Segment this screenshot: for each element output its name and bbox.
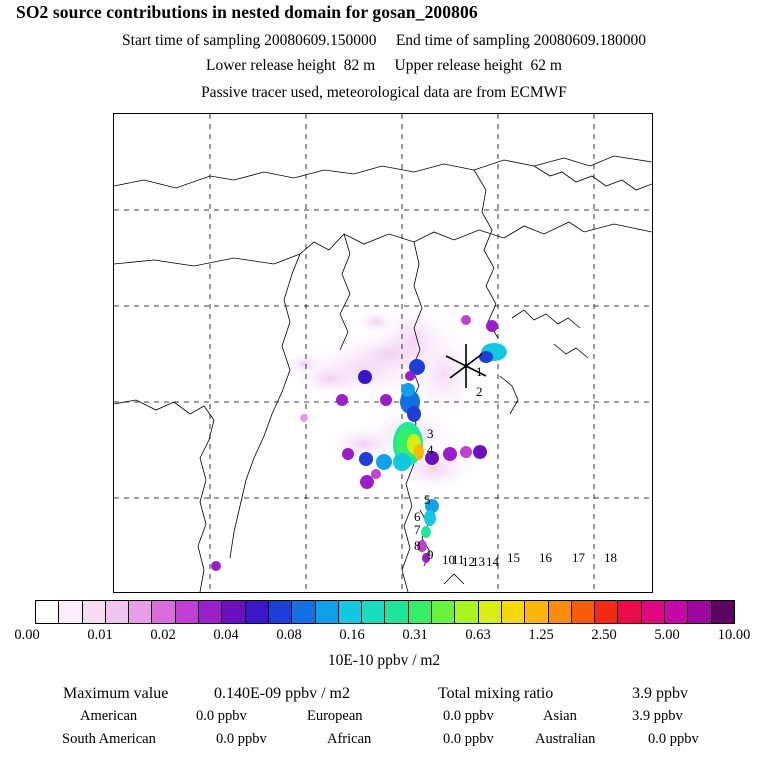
svg-text:5: 5 [424, 492, 431, 507]
svg-text:8: 8 [414, 538, 421, 553]
colorbar-swatch [83, 601, 106, 623]
asian-value: 3.9 ppbv [632, 708, 683, 724]
colorbar-tick: 0.02 [150, 627, 176, 643]
colorbar-swatch [362, 601, 385, 623]
colorbar-tick: 10.00 [717, 627, 751, 643]
end-time-label: End time of sampling [395, 32, 530, 49]
summary-footer [0, 685, 768, 754]
american-value: 0.0 ppbv [196, 708, 247, 724]
svg-text:12: 12 [462, 554, 475, 569]
colorbar-swatch [176, 601, 199, 623]
colorbar-swatch [455, 601, 478, 623]
colorbar-swatch [479, 601, 502, 623]
colorbar-swatch [525, 601, 548, 623]
lower-release-value: 82 m [343, 57, 376, 74]
svg-text:15: 15 [507, 550, 520, 565]
svg-text:4: 4 [427, 442, 434, 457]
start-time-value: 20080609.150000 [264, 32, 377, 49]
lower-release-label: Lower release height [206, 57, 336, 74]
colorbar-swatch [665, 601, 688, 623]
svg-text:3: 3 [427, 426, 434, 441]
colorbar-swatch [409, 601, 432, 623]
summary-row-main [0, 685, 768, 708]
colorbar-tick: 0.31 [402, 627, 428, 643]
south-american-label: South American [62, 731, 156, 747]
european-label: European [307, 708, 363, 724]
colorbar-tick: 0.04 [213, 627, 239, 643]
svg-text:13: 13 [472, 554, 485, 569]
colorbar-swatch [106, 601, 129, 623]
colorbar-swatch [618, 601, 641, 623]
european-value: 0.0 ppbv [443, 708, 494, 724]
colorbar-tick-labels [0, 627, 768, 643]
colorbar-swatch [432, 601, 455, 623]
svg-text:11: 11 [452, 552, 465, 567]
colorbar-swatch [549, 601, 572, 623]
svg-text:18: 18 [604, 550, 617, 565]
colorbar-tick: 5.00 [654, 627, 680, 643]
colorbar-swatch [246, 601, 269, 623]
colorbar-swatch [385, 601, 408, 623]
colorbar-swatch [292, 601, 315, 623]
summary-row-1 [0, 708, 768, 731]
colorbar-swatch [339, 601, 362, 623]
release-height-line [0, 57, 768, 75]
colorbar-swatch [59, 601, 82, 623]
asian-label: Asian [543, 708, 577, 724]
colorbar-swatch [199, 601, 222, 623]
map-panel [113, 113, 653, 593]
colorbar-swatch [712, 601, 734, 623]
colorbar-tick: 0.01 [87, 627, 113, 643]
svg-text:10: 10 [442, 552, 455, 567]
upper-release-label: Upper release height [394, 57, 523, 74]
max-value-value: 0.140E-09 ppbv / m2 [214, 685, 350, 702]
end-time-value: 20080609.180000 [533, 32, 646, 49]
svg-text:9: 9 [427, 547, 434, 562]
svg-text:7: 7 [414, 522, 421, 537]
total-mixing-value: 3.9 ppbv [632, 685, 688, 702]
sampling-time-line [0, 32, 768, 50]
svg-text:6: 6 [414, 509, 421, 524]
summary-row-2 [0, 731, 768, 754]
colorbar-swatch [129, 601, 152, 623]
african-value: 0.0 ppbv [443, 731, 494, 747]
colorbar-tick: 1.25 [528, 627, 554, 643]
south-american-value: 0.0 ppbv [216, 731, 267, 747]
australian-value: 0.0 ppbv [648, 731, 699, 747]
colorbar-swatch [688, 601, 711, 623]
colorbar-swatch [642, 601, 665, 623]
australian-label: Australian [535, 731, 596, 747]
colorbar-swatch [269, 601, 292, 623]
page-title: SO2 source contributions in nested domain for gosan_200806 [16, 2, 478, 22]
svg-text:16: 16 [539, 550, 552, 565]
colorbar-unit-label: 10E-10 ppbv / m2 [327, 652, 441, 669]
colorbar-tick: 0.00 [14, 627, 40, 643]
svg-text:1: 1 [476, 364, 483, 379]
african-label: African [327, 731, 372, 747]
colorbar-swatch [572, 601, 595, 623]
colorbar-swatch [502, 601, 525, 623]
upper-release-value: 62 m [530, 57, 562, 74]
american-label: American [80, 708, 138, 724]
colorbar-tick: 0.08 [276, 627, 302, 643]
colorbar-tick: 0.63 [465, 627, 491, 643]
colorbar-swatch [36, 601, 59, 623]
start-time-label: Start time of sampling [122, 32, 261, 49]
max-value-label: Maximum value [63, 685, 169, 702]
svg-text:2: 2 [476, 384, 483, 399]
colorbar-tick: 0.16 [339, 627, 365, 643]
colorbar-swatch [222, 601, 245, 623]
tracer-note: Passive tracer used, meteorological data are from ECMWF [201, 84, 567, 101]
colorbar [35, 600, 735, 624]
colorbar-swatch [316, 601, 339, 623]
colorbar-swatch [152, 601, 175, 623]
svg-text:17: 17 [572, 550, 585, 565]
total-mixing-label: Total mixing ratio [438, 685, 554, 702]
colorbar-tick: 2.50 [591, 627, 617, 643]
colorbar-swatch [595, 601, 618, 623]
svg-text:14: 14 [486, 554, 499, 569]
